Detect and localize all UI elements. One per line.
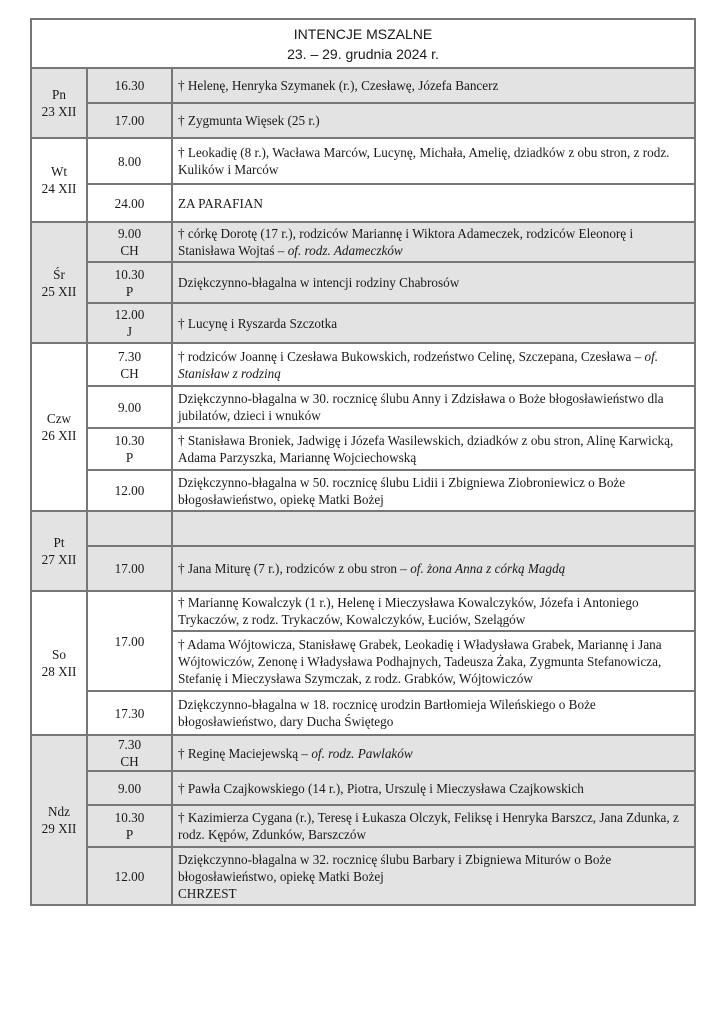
intention-cell <box>172 546 695 591</box>
intentions-document <box>30 18 694 906</box>
intentions-table <box>30 18 696 906</box>
mass-place: P <box>125 283 134 299</box>
intention-cell <box>172 591 695 631</box>
mass-time: 12.00 <box>114 307 145 322</box>
table-row <box>31 103 695 138</box>
mass-time-cell <box>87 386 172 428</box>
intention-cell <box>172 805 695 847</box>
table-row <box>31 771 695 805</box>
day-name: Pt <box>53 535 65 550</box>
mass-time-cell <box>87 138 172 184</box>
day-date: 23 XII <box>41 104 77 119</box>
mass-time: 9.00 <box>117 226 142 241</box>
intention-cell <box>172 735 695 771</box>
intention-text: Dziękczynno-błagalna w intencji rodziny Chabrosów <box>178 275 460 290</box>
mass-time-cell <box>87 184 172 222</box>
mass-time: 24.00 <box>114 195 145 211</box>
day-date: 25 XII <box>41 283 77 299</box>
document-date-range: 23. – 29. grudnia 2024 r. <box>287 46 439 62</box>
intention-cell <box>172 771 695 805</box>
mass-time: 10.30 <box>114 433 145 448</box>
intention-text: Dziękczynno-błagalna w 32. rocznicę ślubu Barbary i Zbigniewa Miturów o Boże błogosławieństwo, opiekę Matki Bożej <box>178 851 612 884</box>
table-row <box>31 591 695 631</box>
mass-time: 12.00 <box>114 868 145 884</box>
intention-cell <box>172 103 695 138</box>
day-cell <box>31 735 87 905</box>
mass-time: 10.30 <box>114 810 145 825</box>
table-row <box>31 262 695 303</box>
mass-time-cell <box>87 103 172 138</box>
intention-cell <box>172 386 695 428</box>
day-date: 28 XII <box>41 664 77 679</box>
intention-text: † rodziców Joannę i Czesława Bukowskich, rodzeństwo Celinę, Szczepana, Czesława – <box>178 348 645 364</box>
table-row <box>31 511 695 546</box>
day-name: Wt <box>50 164 68 179</box>
intention-cell <box>172 511 695 546</box>
intention-text: † córkę Dorotę (17 r.), rodziców Mariannę i Wiktora Adameczek, rodziców Eleonorę i Stanisława Wojtaś – <box>178 226 634 258</box>
table-row <box>31 805 695 847</box>
intention-cell <box>172 343 695 386</box>
mass-time-cell <box>87 303 172 343</box>
day-name: Ndz <box>48 804 70 819</box>
mass-time: 9.00 <box>117 399 142 415</box>
table-row <box>31 735 695 771</box>
mass-time-cell <box>87 262 172 303</box>
intention-text: † Jana Miturę (7 r.), rodziców z obu stron – <box>178 561 411 576</box>
offering-note: of. Stanisław z rodziną <box>178 348 659 381</box>
intention-text: Dziękczynno-błagalna w 30. rocznicę ślubu Anny i Zdzisława o Boże błogosławieństwo dla jubilatów, dzieci i wnuków <box>178 391 664 423</box>
table-row <box>31 691 695 735</box>
intention-cell <box>172 262 695 303</box>
table-row <box>31 546 695 591</box>
mass-time-cell <box>87 691 172 735</box>
mass-time: 12.00 <box>114 483 145 498</box>
mass-time-cell <box>87 771 172 805</box>
mass-place: CH <box>120 365 139 381</box>
document-title: INTENCJE MSZALNE <box>293 26 433 42</box>
intention-text: ZA PARAFIAN <box>178 195 263 211</box>
intention-cell <box>172 470 695 511</box>
table-row <box>31 68 695 103</box>
table-row <box>31 222 695 262</box>
table-row <box>31 470 695 511</box>
intention-cell <box>172 428 695 470</box>
mass-place: P <box>125 450 134 465</box>
offering-note: of. rodz. Adameczków <box>287 243 403 258</box>
intention-text: Dziękczynno-błagalna w 18. rocznicę urodzin Bartłomieja Wileńskiego o Boże błogosławieństwo, dary Ducha Świętego <box>178 697 596 729</box>
offering-note: of. żona Anna z córką Magdą <box>410 561 566 576</box>
intention-cell <box>172 847 695 905</box>
mass-time: 10.30 <box>114 266 145 282</box>
day-cell <box>31 511 87 591</box>
intention-cell <box>172 68 695 103</box>
mass-time: 17.00 <box>114 633 145 649</box>
intention-text: † Reginę Maciejewską – <box>178 745 312 761</box>
day-date: 27 XII <box>41 552 77 567</box>
intention-text: Dziękczynno-błagalna w 50. rocznicę ślubu Lidii i Zbigniewa Ziobroniewicz o Boże błogosławieństwo, opiekę Matki Bożej <box>178 474 626 507</box>
mass-time: 7.30 <box>117 348 142 364</box>
mass-time: 9.00 <box>117 780 142 796</box>
mass-place: CH <box>120 754 139 769</box>
mass-place: J <box>126 324 133 339</box>
intention-text: † Adama Wójtowicza, Stanisławę Grabek, Leokadię i Władysława Grabek, Mariannę i Jana Wójtowiczów, Zenonę i Władysława Podhajnych, Tadeusza Żaka, Zygmunta Stefanowicza, Stefanię i Mieczysława Szymczak, z rodz. Grabków, Wójtowiczów <box>178 636 662 686</box>
mass-time-cell <box>87 546 172 591</box>
intention-cell <box>172 184 695 222</box>
table-row <box>31 138 695 184</box>
intention-text: † Helenę, Henryka Szymanek (r.), Czesławę, Józefa Bancerz <box>178 78 499 93</box>
mass-time-cell <box>87 591 172 691</box>
day-name: Czw <box>46 411 72 426</box>
intention-cell <box>172 222 695 262</box>
day-name: Pn <box>52 87 66 102</box>
intention-text: † Lucynę i Ryszarda Szczotka <box>178 315 338 331</box>
mass-time: 17.00 <box>114 561 145 576</box>
table-row <box>31 343 695 386</box>
mass-time-cell <box>87 735 172 771</box>
intention-text: † Leokadię (8 r.), Wacława Marców, Lucynę, Michała, Amelię, dziadków z obu stron, z rodz. Kulików i Marców <box>178 145 670 177</box>
day-name: Śr <box>53 266 65 282</box>
mass-time: 7.30 <box>117 737 142 752</box>
table-row <box>31 428 695 470</box>
table-row <box>31 847 695 905</box>
day-cell <box>31 222 87 343</box>
mass-time-cell <box>87 68 172 103</box>
day-cell <box>31 68 87 138</box>
table-header-row <box>31 19 695 68</box>
mass-time-cell <box>87 470 172 511</box>
mass-time: 8.00 <box>117 153 142 169</box>
mass-time: 17.30 <box>114 705 145 721</box>
day-date: 24 XII <box>41 181 77 196</box>
intention-text: † Stanisława Broniek, Jadwigę i Józefa Wasilewskich, dziadków z obu stron, Alinę Karwicką, Adama Parzyszka, Mariannę Wojciechowską <box>178 433 674 465</box>
day-cell <box>31 591 87 735</box>
intention-extra-note: CHRZEST <box>178 885 237 901</box>
mass-time-cell <box>87 428 172 470</box>
offering-note: of. rodz. Pawlaków <box>311 745 413 761</box>
table-row <box>31 303 695 343</box>
intention-text: † Pawła Czajkowskiego (14 r.), Piotra, Urszulę i Mieczysława Czajkowskich <box>178 780 584 796</box>
day-date: 26 XII <box>41 428 77 443</box>
intention-cell <box>172 631 695 691</box>
mass-time: 16.30 <box>114 78 145 93</box>
mass-time-cell <box>87 847 172 905</box>
mass-place: P <box>125 827 134 842</box>
mass-time: 17.00 <box>114 113 145 128</box>
mass-time-cell <box>87 805 172 847</box>
table-row <box>31 184 695 222</box>
day-cell <box>31 343 87 511</box>
intention-cell <box>172 303 695 343</box>
mass-time-cell <box>87 343 172 386</box>
intention-cell <box>172 138 695 184</box>
intention-text: † Zygmunta Więsek (25 r.) <box>178 113 320 128</box>
day-name: So <box>52 647 66 662</box>
day-cell <box>31 138 87 222</box>
mass-time-cell <box>87 511 172 546</box>
day-date: 29 XII <box>41 821 77 836</box>
intention-text: † Kazimierza Cygana (r.), Teresę i Łukasza Olczyk, Feliksę i Henryka Barszcz, Jana Zdunka, z rodz. Kępów, Zdunków, Barszczów <box>178 810 679 842</box>
mass-time-cell <box>87 222 172 262</box>
mass-place: CH <box>120 243 139 258</box>
table-row <box>31 386 695 428</box>
intention-cell <box>172 691 695 735</box>
intention-text: † Mariannę Kowalczyk (1 r.), Helenę i Mieczysława Kowalczyków, Józefa i Antoniego Trykaczów, z rodz. Trykaczów, Kowalczyków, Łuciów, Szelągów <box>178 595 639 627</box>
table-header <box>31 19 695 68</box>
